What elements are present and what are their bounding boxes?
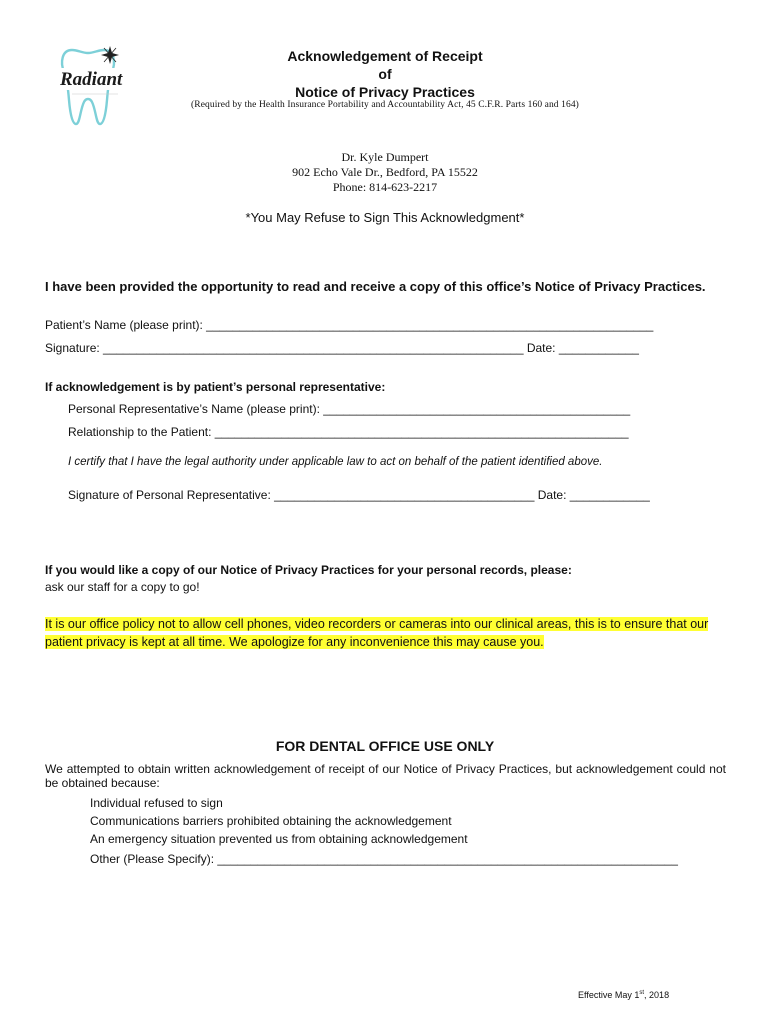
provider-address: 902 Echo Vale Dr., Bedford, PA 15522 (292, 165, 478, 179)
form-title-line3: Notice of Privacy Practices (295, 84, 475, 100)
effective-date (578, 990, 669, 1000)
patient-signature-field[interactable]: Signature: _______________________________________________________________ Date: ____________ (45, 341, 639, 355)
policy-line-1: It is our office policy not to allow cell phones, video recorders or cameras into our clinical areas, this is to ensure that our (45, 617, 709, 631)
policy-line-2: patient privacy is kept at all time. We apologize for any inconvenience this may cause you. (45, 635, 544, 649)
option-emergency[interactable]: An emergency situation prevented us from obtaining acknowledgement (90, 832, 468, 846)
provider-name: Dr. Kyle Dumpert (341, 150, 429, 164)
acknowledgement-statement: I have been provided the opportunity to read and receive a copy of this office’s Notice of Privacy Practices. (45, 279, 706, 294)
form-title-line1: Acknowledgement of Receipt (287, 48, 483, 64)
effective-date-prefix: Effective May 1 (578, 990, 640, 1000)
copy-request-text: ask our staff for a copy to go! (45, 580, 200, 594)
refuse-notice: *You May Refuse to Sign This Acknowledgment* (245, 210, 525, 225)
relationship-field[interactable]: Relationship to the Patient: ______________________________________________________________ (68, 425, 629, 439)
certify-statement: I certify that I have the legal authority under applicable law to act on behalf of the patient identified above. (68, 456, 603, 468)
representative-heading: If acknowledgement is by patient’s personal representative: (45, 380, 386, 394)
effective-date-sup: st (639, 990, 645, 996)
representative-name-field[interactable]: Personal Representative’s Name (please print): ______________________________________________ (68, 402, 631, 416)
office-use-title: FOR DENTAL OFFICE USE ONLY (275, 738, 495, 754)
form-title-line2: of (378, 66, 392, 82)
provider-phone: Phone: 814-623-2217 (332, 180, 438, 194)
patient-name-field[interactable]: Patient’s Name (please print): ___________________________________________________________________ (45, 318, 654, 332)
svg-text:Radiant: Radiant (60, 69, 123, 90)
form-subtitle: (Required by the Health Insurance Portability and Accountability Act, 45 C.F.R. Parts 160 and 164) (191, 100, 579, 110)
office-use-paragraph: We attempted to obtain written acknowledgement of receipt of our Notice of Privacy Practices, but acknowledgement could not be obtained because: (45, 762, 726, 790)
option-refused[interactable]: Individual refused to sign (90, 796, 223, 810)
option-other-field[interactable]: Other (Please Specify): _____________________________________________________________________ (90, 852, 678, 866)
copy-request-heading: If you would like a copy of our Notice of Privacy Practices for your personal records, please: (45, 563, 572, 577)
option-communication-barriers[interactable]: Communications barriers prohibited obtaining the acknowledgement (90, 814, 452, 828)
policy-notice (45, 615, 735, 651)
representative-signature-field[interactable]: Signature of Personal Representative: _______________________________________ Date: ____________ (68, 488, 650, 502)
effective-date-suffix: , 2018 (644, 990, 670, 1000)
